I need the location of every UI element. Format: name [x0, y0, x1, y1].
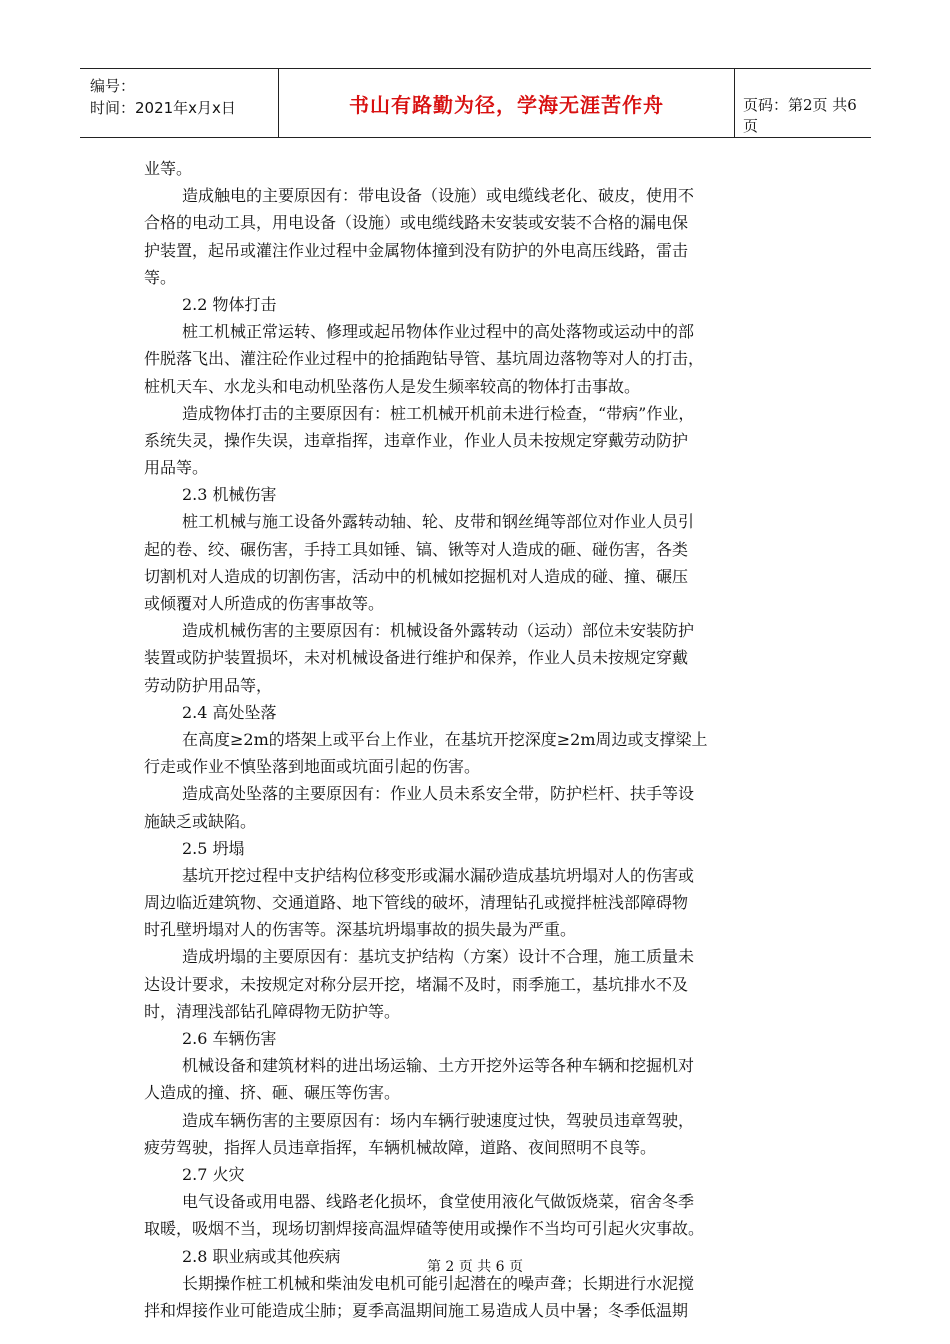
text-line: 2.4 高处坠落 [182, 702, 277, 722]
header-page-cell [735, 69, 871, 137]
header-motto: 书山有路勤为径，学海无涯苦作舟 [349, 93, 664, 117]
text-line: 基坑开挖过程中支护结构位移变形或漏水漏砂造成基坑坍塌对人的伤害或 [182, 865, 695, 885]
text-line: 起的卷、绞、碾伤害，手持工具如锤、镐、锹等对人造成的砸、碰伤害，各类 [144, 539, 689, 559]
text-line: 业等。 [144, 159, 193, 178]
text-line: 桩工机械与施工设备外露转动轴、轮、皮带和钢丝绳等部位对作业人员引 [182, 512, 695, 532]
text-line: 时孔壁坍塌对人的伤害等。深基坑坍塌事故的损失最为严重。 [144, 920, 577, 940]
text-line: 行走或作业不慎坠落到地面或坑面引起的伤害。 [144, 757, 481, 777]
text-line: 2.2 物体打击 [182, 294, 277, 314]
text-line: 造成车辆伤害的主要原因有：场内车辆行驶速度过快，驾驶员违章驾驶， [182, 1110, 695, 1130]
text-line: 2.6 车辆伤害 [182, 1029, 277, 1048]
document-body [144, 155, 814, 1324]
text-line: 合格的电动工具，用电设备（设施）或电缆线路未安装或安装不合格的漏电保 [144, 213, 689, 233]
text-line: 护装置，起吊或灌注作业过程中金属物体撞到没有防护的外电高压线路，雷击 [144, 240, 689, 260]
text-line: 在高度≥2m的塔架上或平台上作业，在基坑开挖深度≥2m周边或支撑梁上 [182, 729, 708, 749]
text-line: 2.5 坍塌 [182, 838, 245, 858]
text-line: 2.8 职业病或其他疾病 [182, 1246, 341, 1266]
text-line: 长期操作桩工机械和柴油发电机可能引起潜在的噪声聋；长期进行水泥搅 [182, 1273, 695, 1293]
text-line: 用品等。 [144, 458, 209, 478]
document-header [80, 68, 871, 138]
page-footer: 第 2 页 共 6 页 [426, 1259, 524, 1275]
text-line: 时，清理浅部钻孔障碍物无防护等。 [144, 1001, 401, 1021]
text-line: 拌和焊接作业可能造成尘肺；夏季高温期间施工易造成人员中暑；冬季低温期 [144, 1300, 689, 1320]
text-line: 电气设备或用电器、线路老化损坏，食堂使用液化气做饭烧菜，宿舍冬季 [182, 1192, 695, 1212]
text-line: 造成触电的主要原因有：带电设备（设施）或电缆线老化、破皮，使用不 [182, 186, 695, 206]
text-line: 造成坍塌的主要原因有：基坑支护结构（方案）设计不合理，施工质量未 [182, 947, 695, 967]
header-motto-cell [279, 69, 735, 137]
text-line: 周边临近建筑物、交通道路、地下管线的破坏，清理钻孔或搅拌桩浅部障碍物 [144, 893, 689, 913]
text-line: 取暖，吸烟不当，现场切割焊接高温焊碴等使用或操作不当均可引起火灾事故。 [144, 1219, 705, 1239]
text-line: 造成物体打击的主要原因有：桩工机械开机前未进行检查，“带病”作业， [182, 403, 695, 423]
text-line: 装置或防护装置损坏，未对机械设备进行维护和保养，作业人员未按规定穿戴 [144, 648, 689, 668]
text-line: 造成高处坠落的主要原因有：作业人员未系安全带，防护栏杆、扶手等设 [182, 784, 695, 804]
text-line: 机械设备和建筑材料的进出场运输、土方开挖外运等各种车辆和挖掘机对 [182, 1056, 695, 1076]
text-line: 等。 [144, 267, 177, 287]
document-date: 时间：2021年x月x日 [90, 99, 236, 117]
text-line: 造成机械伤害的主要原因有：机械设备外露转动（运动）部位未安装防护 [182, 621, 695, 641]
text-line: 2.3 机械伤害 [182, 485, 277, 505]
text-line: 系统失灵，操作失误，违章指挥，违章作业，作业人员未按规定穿戴劳动防护 [144, 430, 689, 450]
text-line: 施缺乏或缺陷。 [144, 811, 257, 831]
header-info-cell [80, 69, 279, 137]
header-page-code: 页码：第2页 共6页 [743, 96, 857, 135]
text-line: 件脱落飞出、灌注砼作业过程中的抢插跑钻导管、基坑周边落物等对人的打击， [144, 349, 705, 369]
text-line: 疲劳驾驶，指挥人员违章指挥，车辆机械故障，道路、夜间照明不良等。 [144, 1137, 657, 1157]
text-line: 2.7 火灾 [182, 1164, 245, 1184]
text-line: 或倾覆对人所造成的伤害事故等。 [144, 594, 385, 613]
text-line: 桩工机械正常运转、修理或起吊物体作业过程中的高处落物或运动中的部 [182, 322, 695, 342]
text-line: 人造成的撞、挤、砸、碾压等伤害。 [144, 1083, 401, 1103]
text-line: 达设计要求，未按规定对称分层开挖，堵漏不及时，雨季施工，基坑排水不及 [144, 974, 689, 994]
text-line: 切割机对人造成的切割伤害，活动中的机械如挖掘机对人造成的碰、撞、碾压 [144, 566, 689, 586]
text-line: 桩机天车、水龙头和电动机坠落伤人是发生频率较高的物体打击事故。 [144, 376, 641, 396]
document-number-label: 编号： [90, 77, 136, 95]
text-line: 劳动防护用品等， [144, 675, 273, 695]
